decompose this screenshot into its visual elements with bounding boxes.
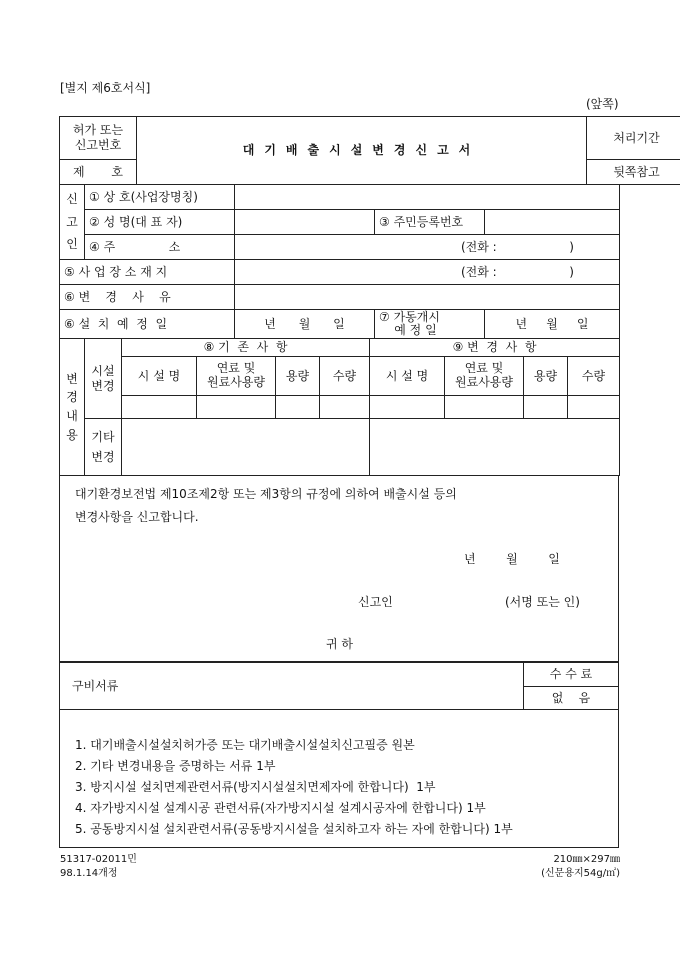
- title-block: [59, 116, 680, 185]
- change-reason-label: ⑥ 변 경 사 유: [60, 285, 235, 310]
- permit-number-label: 허가 또는 신고번호: [60, 117, 137, 160]
- document-item: 1. 대기배출시설설치허가증 또는 대기배출시설설치신고필증 원본: [75, 738, 415, 752]
- change-group-label: 변 경 내 용: [60, 339, 85, 476]
- business-name-label: ① 상 호(사업장명칭): [85, 185, 235, 210]
- existing-col-fuel: 연료 및 원료사용량: [197, 357, 276, 396]
- applicant-group-label: 신 고 인: [60, 185, 85, 260]
- addressee-label: 귀 하: [326, 637, 353, 651]
- fee-value: 없 음: [551, 691, 591, 705]
- document-item: 2. 기타 변경내용을 증명하는 서류 1부: [75, 759, 276, 773]
- documents-title: 구비서류: [72, 679, 119, 693]
- existing-col-capacity: 용량: [276, 357, 320, 396]
- processing-period-label: 처리기간: [587, 117, 680, 160]
- operation-date-label: ⑦ 가동개시 예 정 일: [375, 310, 485, 339]
- signature-field[interactable]: (서명 또는 인): [505, 595, 580, 609]
- install-date-field[interactable]: 년 월 일: [235, 310, 375, 339]
- change-reason-field[interactable]: [235, 285, 620, 310]
- processing-period-value: 뒷쪽참고: [587, 160, 680, 185]
- paper-size: 210㎜×297㎜: [553, 854, 620, 865]
- existing-capacity-field[interactable]: [276, 396, 320, 419]
- existing-quantity-field[interactable]: [320, 396, 370, 419]
- existing-col-quantity: 수량: [320, 357, 370, 396]
- form-code: 51317-02011민: [60, 854, 137, 865]
- applicant-table: [59, 184, 620, 339]
- site-location-field[interactable]: (전화 : ): [235, 260, 620, 285]
- address-phone-field[interactable]: (전화 : ): [235, 235, 620, 260]
- site-location-label: ⑤ 사 업 장 소 재 지: [60, 260, 235, 285]
- form-label: [별지 제6호서식]: [60, 81, 151, 95]
- paper-type: (신문용지54g/㎡): [541, 868, 620, 879]
- declaration-statement-1: 대기환경보전법 제10조제2항 또는 제3항의 규정에 의하여 배출시설 등의: [75, 487, 457, 501]
- address-label: ④ 주 소: [85, 235, 235, 260]
- representative-label: ② 성 명(대 표 자): [85, 210, 235, 235]
- existing-fuel-field[interactable]: [197, 396, 276, 419]
- permit-number-field[interactable]: 제 호: [60, 160, 137, 185]
- changed-col-fuel: 연료 및 원료사용량: [445, 357, 524, 396]
- changed-other-field[interactable]: [370, 419, 620, 476]
- existing-col-facility: 시 설 명: [122, 357, 197, 396]
- fee-divider: [523, 686, 619, 687]
- changed-capacity-field[interactable]: [524, 396, 568, 419]
- changed-col-quantity: 수량: [568, 357, 620, 396]
- resident-number-field[interactable]: [485, 210, 620, 235]
- changed-fuel-field[interactable]: [445, 396, 524, 419]
- changed-col-facility: 시 설 명: [370, 357, 445, 396]
- existing-facility-field[interactable]: [122, 396, 197, 419]
- fee-label: 수 수 료: [549, 667, 593, 681]
- declarant-label: 신고인: [358, 595, 393, 609]
- operation-date-field[interactable]: 년 월 일: [485, 310, 620, 339]
- changed-facility-field[interactable]: [370, 396, 445, 419]
- changed-quantity-field[interactable]: [568, 396, 620, 419]
- resident-number-label: ③ 주민등록번호: [375, 210, 485, 235]
- business-name-field[interactable]: [235, 185, 620, 210]
- document-item: 3. 방지시설 설치면제관련서류(방지시설설치면제자에 한합니다) 1부: [75, 780, 436, 794]
- declaration-box: [59, 475, 619, 662]
- revision-date: 98.1.14개정: [60, 868, 118, 879]
- representative-field[interactable]: [235, 210, 375, 235]
- document-item: 5. 공동방지시설 설치관련서류(공동방지시설을 설치하고자 하는 자에 한합니다) 1부: [75, 822, 513, 836]
- document-item: 4. 자가방지시설 설계시공 관련서류(자가방지시설 설계시공자에 한합니다) 1부: [75, 801, 486, 815]
- change-details-table: [59, 338, 620, 476]
- declaration-date[interactable]: 년 월 일: [464, 552, 560, 566]
- existing-other-field[interactable]: [122, 419, 370, 476]
- install-date-label: ⑥ 설 치 예 정 일: [60, 310, 235, 339]
- facility-change-label: 시설 변경: [85, 339, 122, 419]
- declaration-statement-2: 변경사항을 신고합니다.: [75, 510, 199, 524]
- page-side-label: (앞쪽): [586, 97, 619, 111]
- changed-col-capacity: 용량: [524, 357, 568, 396]
- form-title: 대기배출시설변경신고서: [137, 117, 587, 185]
- other-change-label: 기타 변경: [85, 419, 122, 476]
- existing-items-header: ⑧ 기 존 사 항: [122, 339, 370, 357]
- changed-items-header: ⑨ 변 경 사 항: [370, 339, 620, 357]
